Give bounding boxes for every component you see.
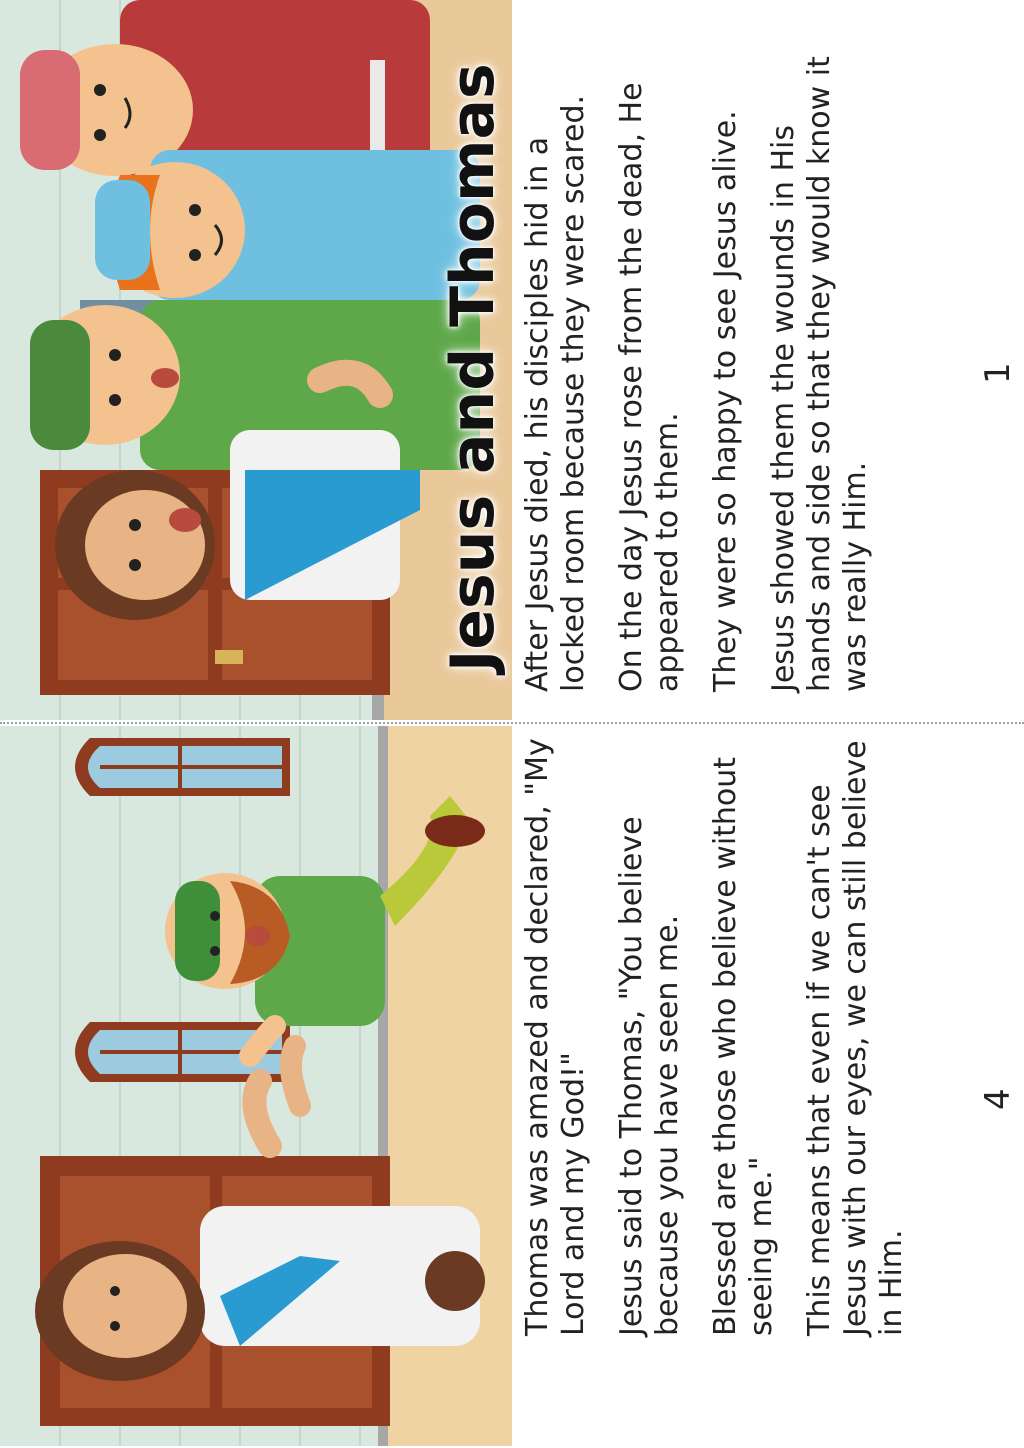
story-paragraph: Jesus showed them the wounds in His hands and side so that they would know it was really Him.	[766, 56, 873, 692]
story-paragraph: Thomas was amazed and declared, "My Lord and my God!"	[520, 738, 591, 1336]
page-number: 4	[978, 1088, 1018, 1110]
page-title: Jesus and Thomas	[438, 63, 508, 672]
story-paragraph: After Jesus died, his disciples hid in a locked room because they were scared.	[520, 94, 591, 692]
disciples-room-illustration	[0, 0, 512, 720]
page-1-story-text	[520, 32, 896, 692]
thomas-kneeling-illustration-svg	[0, 726, 512, 1446]
story-paragraph: On the day Jesus rose from the dead, He appeared to them.	[614, 82, 685, 692]
thomas-kneeling-illustration	[0, 726, 512, 1446]
page-divider	[0, 722, 1024, 724]
story-paragraph: They were so happy to see Jesus alive.	[708, 110, 743, 692]
story-paragraph: Blessed are those who believe without seeing me."	[708, 756, 779, 1336]
page-4-story-text	[520, 736, 932, 1336]
page-number: 1	[978, 362, 1018, 384]
page-4-panel	[0, 726, 1024, 1446]
page-1-panel	[0, 0, 1024, 720]
story-paragraph: Jesus said to Thomas, "You believe because you have seen me.	[614, 816, 685, 1336]
story-paragraph: This means that even if we can't see Jesus with our eyes, we can still believe in Him.	[802, 740, 909, 1336]
disciples-room-illustration-svg	[0, 0, 512, 720]
